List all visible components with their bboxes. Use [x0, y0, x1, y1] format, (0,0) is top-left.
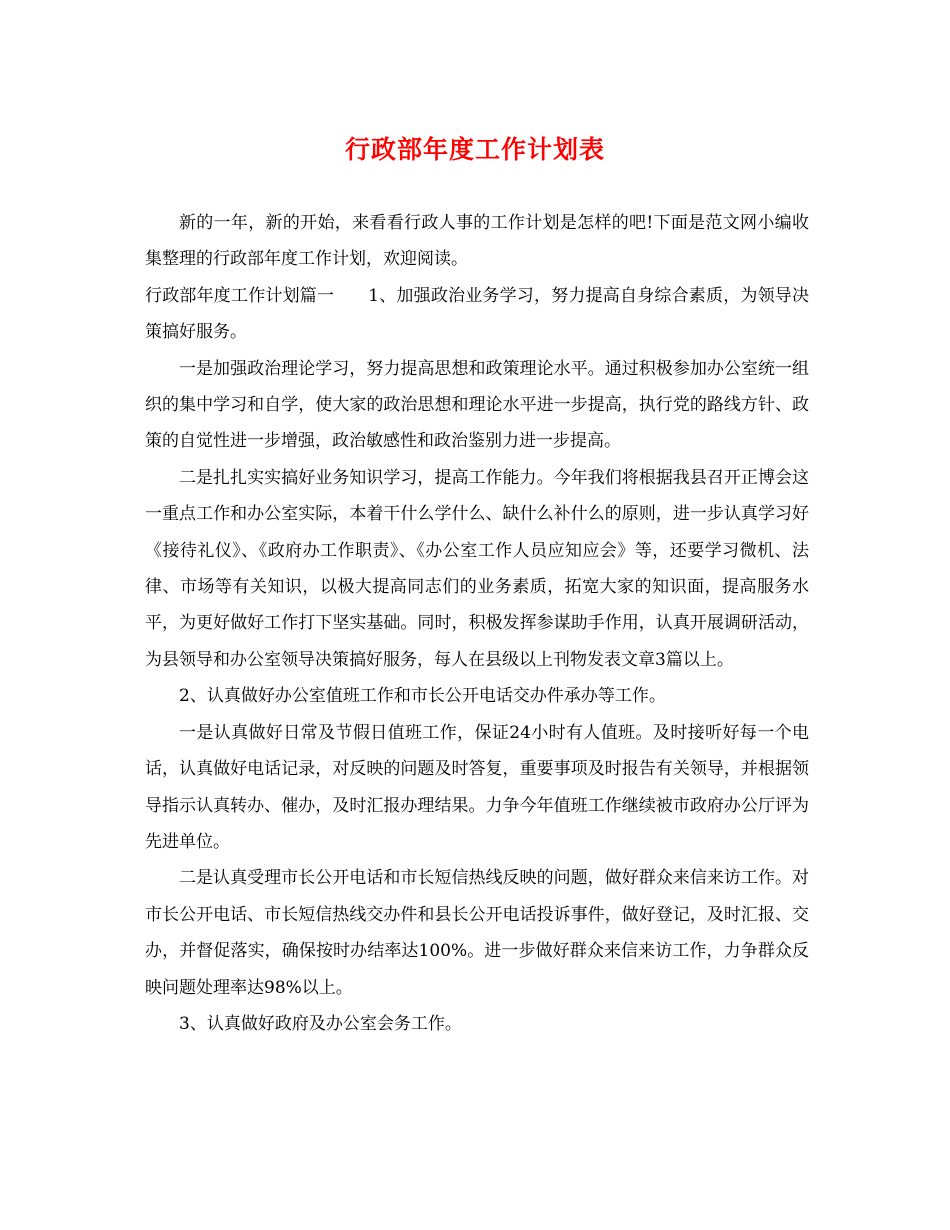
section-label: 行政部年度工作计划篇一 [145, 285, 335, 306]
document-body [145, 205, 809, 1042]
section-heading-line [145, 278, 809, 351]
item-2-heading: 2、认真做好办公室值班工作和市长公开电话交办件承办等工作。 [179, 686, 666, 707]
item-2-point-2: 二是认真受理市长公开电话和市长短信热线反映的问题，做好群众来信来访工作。对市长公开电话、市长短信热线交办件和县长公开电话投诉事件，做好登记，及时汇报、交办，并督促落实，确保按时办结率达100%。进一步做好群众来信来访工作，力争群众反映问题处理率达98%以上。 [145, 868, 809, 998]
document-title: 行政部年度工作计划表 [344, 135, 605, 164]
item-3-heading: 3、认真做好政府及办公室会务工作。 [179, 1013, 462, 1034]
intro-paragraph: 新的一年，新的开始，来看看行政人事的工作计划是怎样的吧!下面是范文网小编收集整理的行政部年度工作计划，欢迎阅读。 [145, 213, 809, 270]
item-1-point-1: 一是加强政治理论学习，努力提高思想和政策理论水平。通过积极参加办公室统一组织的集中学习和自学，使大家的政治思想和理论水平进一步提高，执行党的路线方针、政策的自觉性进一步增强，政治敏感性和政治鉴别力进一步提高。 [145, 358, 809, 452]
item-1-heading: 1、加强政治业务学习，努力提高自身综合素质，为领导决策搞好服务。 [145, 285, 809, 343]
item-2-point-1: 一是认真做好日常及节假日值班工作，保证24小时有人值班。及时接听好每一个电话，认真做好电话记录，对反映的问题及时答复，重要事项及时报告有关领导，并根据领导指示认真转办、催办，及时汇报办理结果。力争今年值班工作继续被市政府办公厅评为先进单位。 [145, 722, 809, 852]
item-1-point-2: 二是扎扎实实搞好业务知识学习，提高工作能力。今年我们将根据我县召开正博会这一重点工作和办公室实际，本着干什么学什么、缺什么补什么的原则，进一步认真学习好《接待礼仪》、《政府办工作职责》、《办公室工作人员应知应会》等，还要学习微机、法律、市场等有关知识，以极大提高同志们的业务素质，拓宽大家的知识面，提高服务水平，为更好做好工作打下坚实基础。同时，积极发挥参谋助手作用，认真开展调研活动，为县领导和办公室领导决策搞好服务，每人在县级以上刊物发表文章3篇以上。 [145, 467, 809, 670]
